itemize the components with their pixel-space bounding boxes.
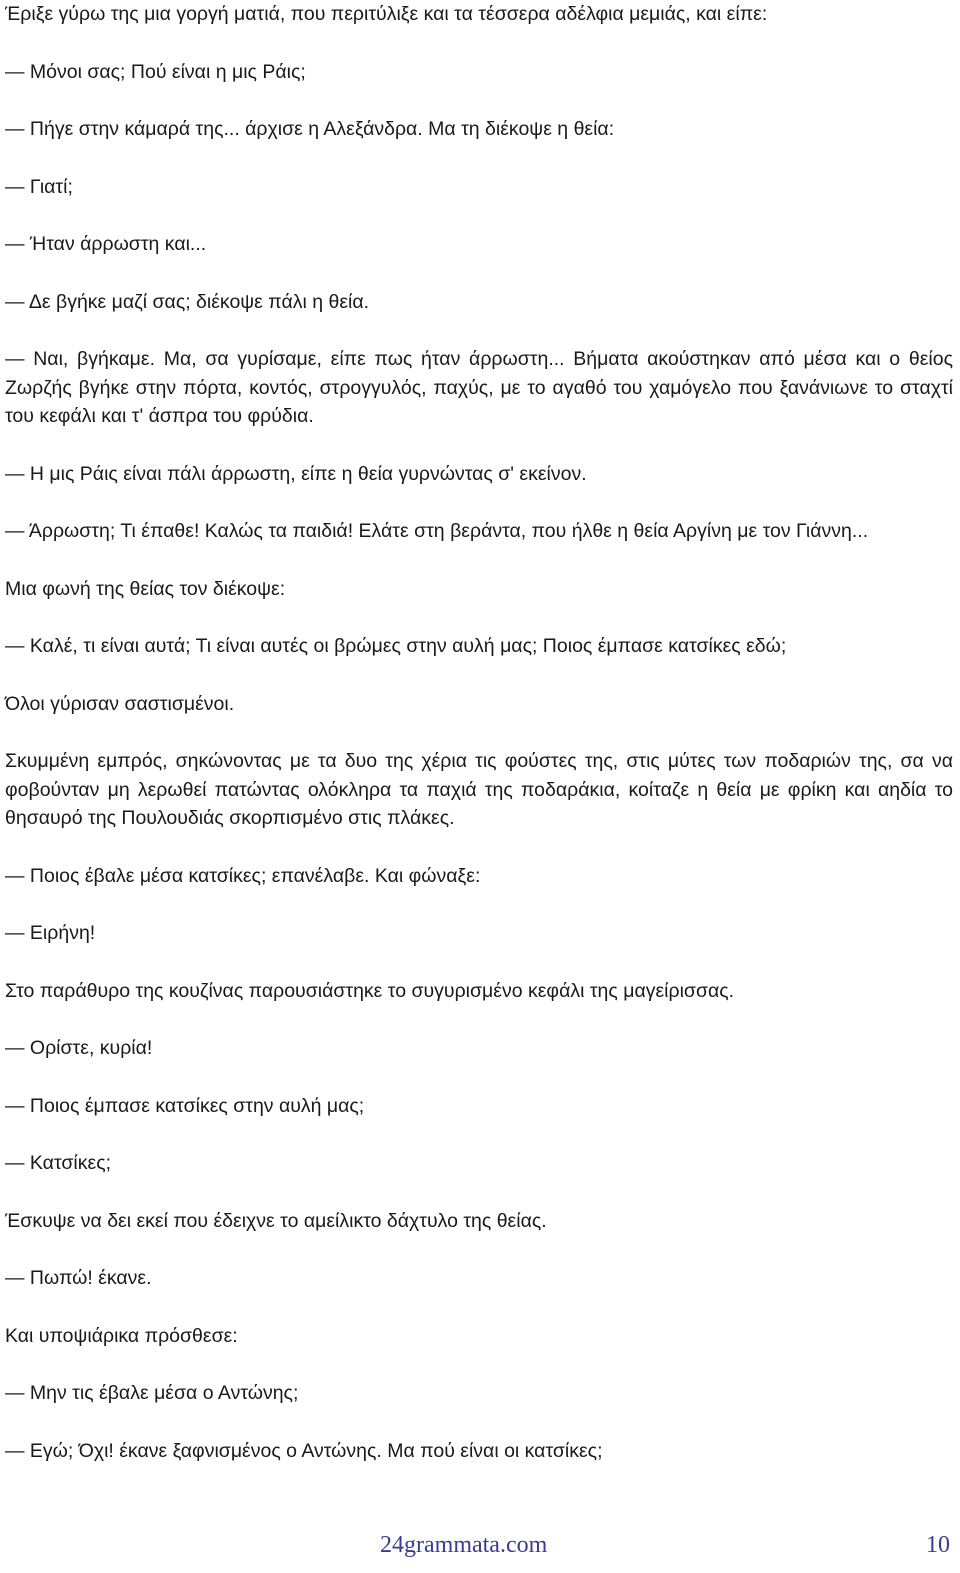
paragraph: — Η μις Ράις είναι πάλι άρρωστη, είπε η θεία γυρνώντας σ' εκείνον. [5,462,587,485]
paragraph: — Κατσίκες; [5,1152,112,1174]
page-number: 10 [926,1532,950,1558]
paragraph: — Ορίστε, κυρία! [5,1037,153,1059]
paragraph: — Ποιος έβαλε μέσα κατσίκες; επανέλαβε. Και φώναξε: [5,864,481,887]
paragraph: Στο παράθυρο της κουζίνας παρουσιάστηκε το συγυρισμένο κεφάλι της μαγείρισσας. [5,979,735,1002]
paragraph: Έριξε γύρω της μια γοργή ματιά, που περιτύλιξε και τα τέσσερα αδέλφια μεμιάς, και είπε: [5,3,768,25]
footer-site-link[interactable]: 24grammata.com [380,1532,548,1558]
paragraph: — Δε βγήκε μαζί σας; διέκοψε πάλι η θεία. [5,290,370,313]
paragraph: — Μην τις έβαλε μέσα ο Αντώνης; [5,1382,299,1404]
paragraph: — Πήγε στην κάμαρά της... άρχισε η Αλεξάνδρα. Μα τη διέκοψε η θεία: [5,118,615,140]
paragraph: — Ποιος έμπασε κατσίκες στην αυλή μας; [5,1094,365,1117]
paragraph: — Ήταν άρρωστη και... [5,233,207,255]
paragraph: — Μόνοι σας; Πού είναι η μις Ράις; [5,60,306,83]
paragraph: Μια φωνή της θείας τον διέκοψε: [5,577,286,600]
paragraph: — Εγώ; Όχι! έκανε ξαφνισμένος ο Αντώνης. Μα πού είναι οι κατσίκες; [5,1439,603,1462]
paragraph: Έσκυψε να δει εκεί που έδειχνε το αμείλικτο δάχτυλο της θείας. [5,1209,547,1232]
document-body [5,0,953,1465]
paragraph: Όλοι γύρισαν σαστισμένοι. [5,692,235,715]
paragraph: Σκυμμένη εμπρός, σηκώνοντας με τα δυο της χέρια τις φούστες της, στις μύτες των ποδαριών της, σα να φοβούνταν μη λερωθεί πατώντας ολόκληρα τα παχιά της ποδαράκια, κοίταζε η θεία με φρίκη και αηδία το θησαυρό της Πουλουδιάς σκορπισμένο στις πλάκες. [5,750,953,829]
paragraph: — Άρρωστη; Τι έπαθε! Καλώς τα παιδιά! Ελάτε στη βεράντα, που ήλθε η θεία Αργίνη με τον Γιάννη... [5,520,869,542]
paragraph: — Πωπώ! έκανε. [5,1267,152,1289]
paragraph: — Γιατί; [5,175,73,198]
paragraph: — Ναι, βγήκαμε. Μα, σα γυρίσαμε, είπε πως ήταν άρρωστη... Βήματα ακούστηκαν από μέσα και ο θείος Ζωρζής βγήκε στην πόρτα, κοντός, στρογγυλός, παχύς, με το αγαθό του χαμόγελο που ξανάνιωνε το σταχτί του κεφάλι και τ' άσπρα του φρύδια. [5,348,953,427]
paragraph: — Καλέ, τι είναι αυτά; Τι είναι αυτές οι βρώμες στην αυλή μας; Ποιος έμπασε κατσίκες εδώ; [5,635,787,657]
page-footer [0,1532,960,1564]
paragraph: Και υποψιάρικα πρόσθεσε: [5,1324,238,1347]
paragraph: — Ειρήνη! [5,922,96,944]
